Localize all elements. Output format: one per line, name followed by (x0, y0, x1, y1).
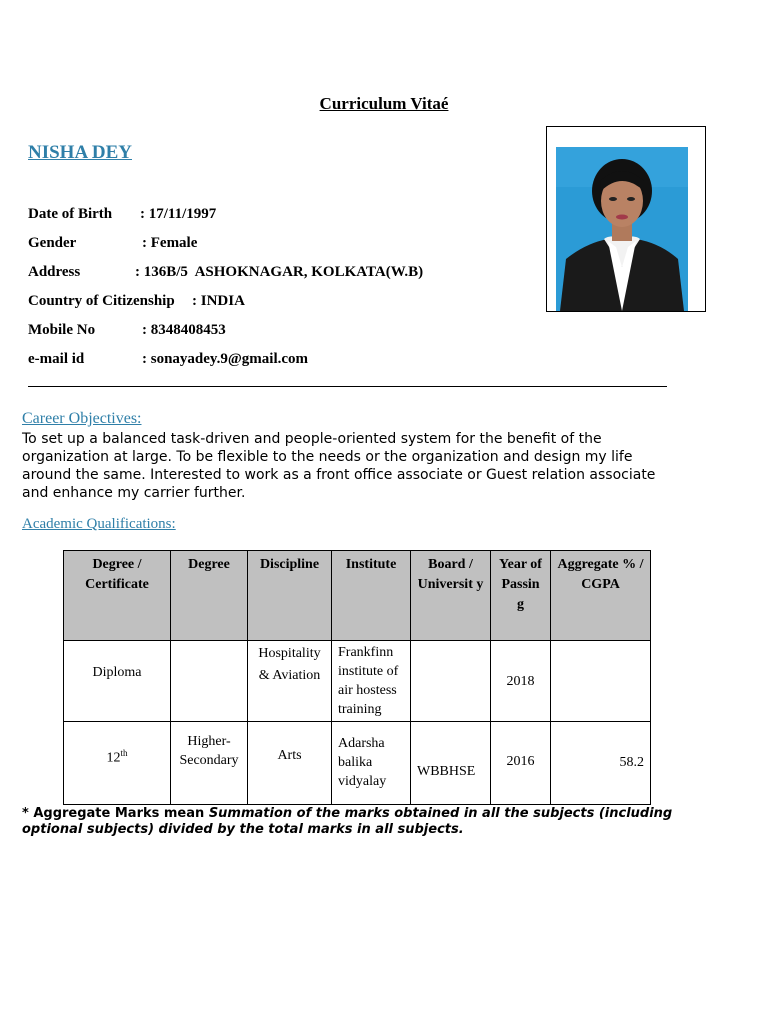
cell-certificate-text: 12 (106, 750, 121, 766)
citizenship-value: : INDIA (192, 293, 245, 309)
email-label: e-mail id (28, 351, 85, 367)
section-divider (28, 386, 667, 387)
table-row (64, 641, 651, 722)
footnote-emphasis: Summation of the marks obtained in all the subjects (including optional subjects) divided by the total marks in all subjects. (22, 806, 673, 837)
gender-value: : Female (142, 235, 198, 251)
cell-institute: Frankfinn institute of air hostess training (332, 641, 411, 722)
cell-board (411, 641, 491, 722)
header-degree-certificate: Degree / Certificate (64, 551, 171, 641)
citizenship-label: Country of Citizenship (28, 293, 175, 309)
academic-qualifications-table (63, 550, 651, 805)
candidate-name: NISHA DEY (28, 142, 132, 163)
career-objectives-text: To set up a balanced task-driven and people-oriented system for the benefit of the organization at large. To be flexible to the needs or the organization and design my life around the same. Interested to work as a front office associate or Guest relation associate and enhance my carrier further. (22, 431, 656, 501)
aggregate-footnote (22, 806, 702, 838)
address-label: Address (28, 264, 81, 280)
table-header-row (64, 551, 651, 641)
dob-label: Date of Birth (28, 206, 113, 222)
dob-value: : 17/11/1997 (140, 206, 217, 222)
cell-year: 2016 (491, 722, 551, 805)
cell-aggregate (551, 641, 651, 722)
footnote-prefix: * Aggregate Marks mean (22, 806, 209, 821)
cell-degree (171, 641, 248, 722)
header-degree: Degree (171, 551, 248, 641)
header-discipline: Discipline (248, 551, 332, 641)
cell-certificate-suffix: th (120, 748, 128, 758)
profile-photo (556, 147, 688, 311)
cell-certificate: Diploma (64, 641, 171, 722)
header-institute: Institute (332, 551, 411, 641)
cell-board: WBBHSE (411, 722, 491, 805)
cell-discipline: Hospitality & Aviation (248, 641, 332, 722)
profile-photo-frame (546, 126, 706, 312)
document-title: Curriculum Vitaé (319, 94, 449, 113)
cell-certificate (64, 722, 171, 805)
header-year: Year of Passin g (491, 551, 551, 641)
cell-year: 2018 (491, 641, 551, 722)
address-value: : 136B/5 ASHOKNAGAR, KOLKATA(W.B) (135, 264, 424, 280)
table-row (64, 722, 651, 805)
gender-label: Gender (28, 235, 77, 251)
cell-institute: Adarsha balika vidyalay (332, 722, 411, 805)
header-board: Board / Universit y (411, 551, 491, 641)
cell-discipline: Arts (248, 722, 332, 805)
mobile-label: Mobile No (28, 322, 96, 338)
academic-qualifications-heading: Academic Qualifications: (22, 516, 176, 532)
mobile-value: : 8348408453 (142, 322, 226, 338)
cell-degree: Higher-Secondary (171, 722, 248, 805)
career-objectives-heading: Career Objectives: (22, 410, 142, 427)
email-value: : sonayadey.9@gmail.com (142, 351, 309, 367)
cell-aggregate: 58.2 (551, 722, 651, 805)
header-aggregate: Aggregate % / CGPA (551, 551, 651, 641)
